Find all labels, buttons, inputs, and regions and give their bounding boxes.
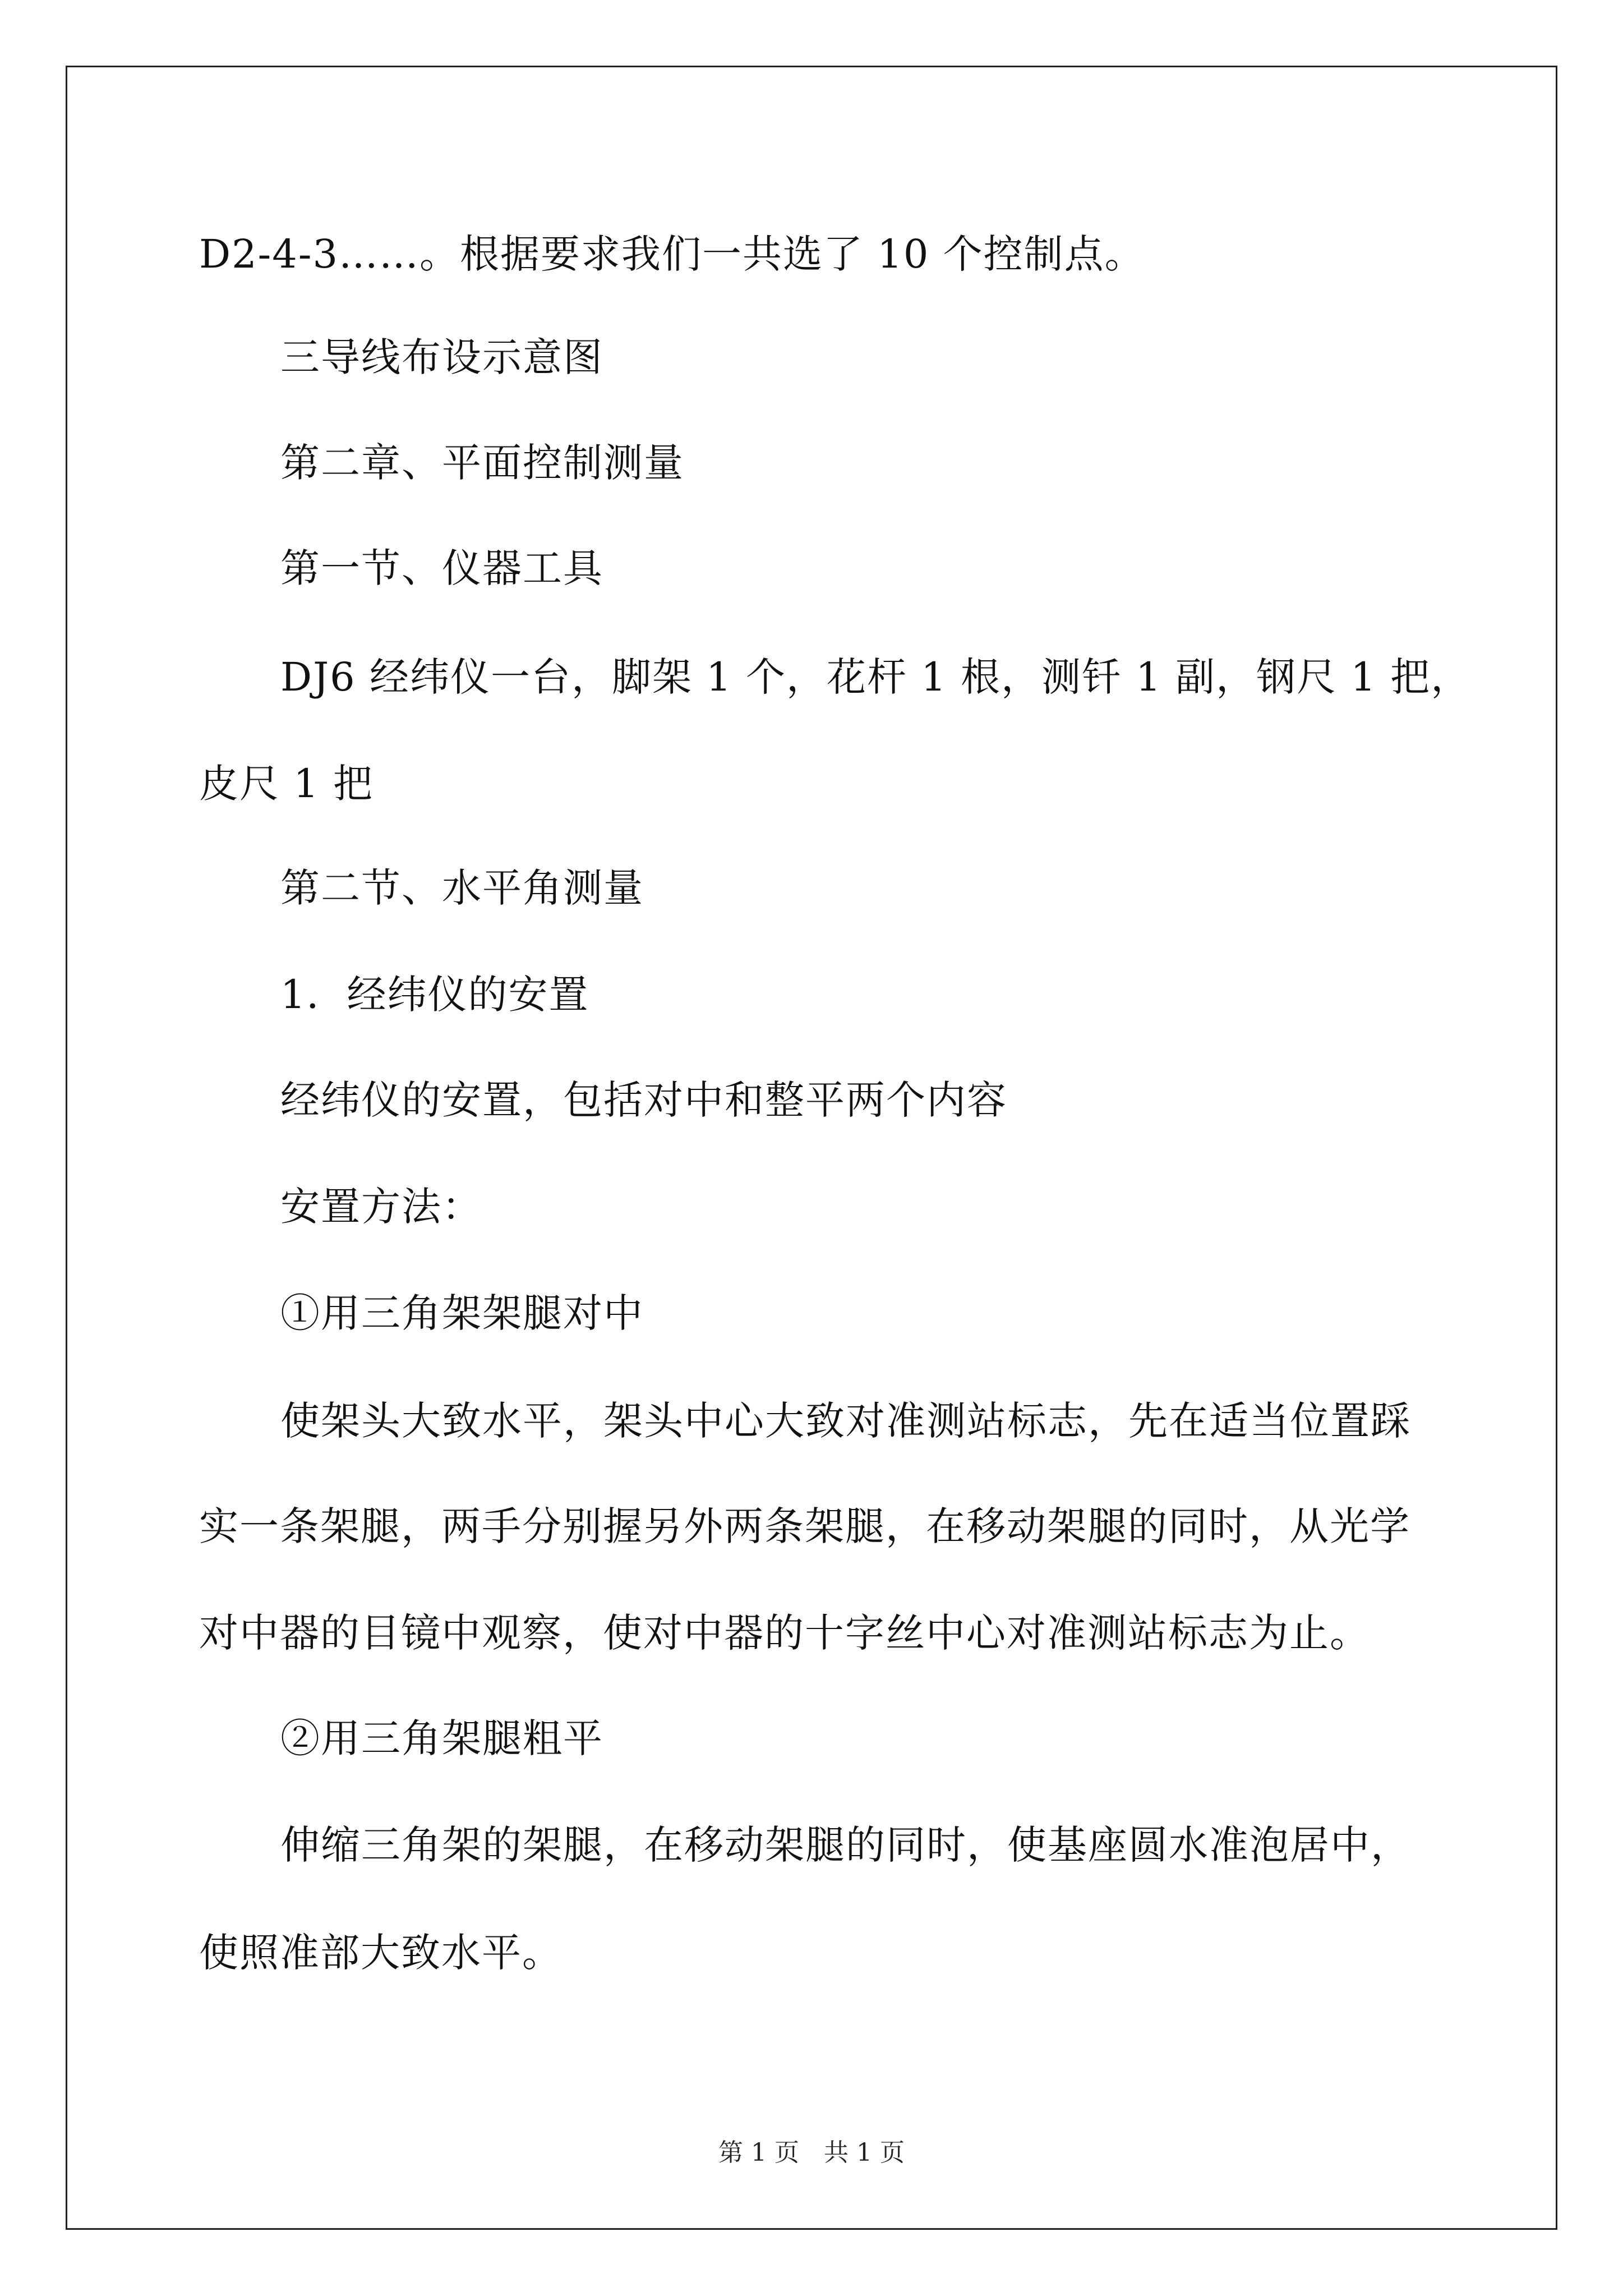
text-line: 第二章、平面控制测量 bbox=[280, 440, 684, 486]
text-line: 伸缩三角架的架腿，在移动架腿的同时，使基座圆水准泡居中， bbox=[280, 1822, 1411, 1868]
text-line: 实一条架腿，两手分别握另外两条架腿，在移动架腿的同时，从光学 bbox=[199, 1503, 1410, 1549]
text-line: 对中器的目镜中观察，使对中器的十字丝中心对准测站标志为止。 bbox=[199, 1610, 1370, 1656]
text-line: 使照准部大致水平。 bbox=[199, 1930, 562, 1976]
text-line: ①用三角架架腿对中 bbox=[280, 1290, 644, 1336]
text-line: 皮尺 1 把 bbox=[199, 761, 374, 807]
page-border bbox=[66, 66, 1557, 2230]
text-line: ②用三角架腿粗平 bbox=[280, 1715, 603, 1761]
text-line: D2-4-3……。根据要求我们一共选了 10 个控制点。 bbox=[199, 231, 1145, 277]
text-line: 三导线布设示意图 bbox=[280, 334, 603, 380]
text-line: DJ6 经纬仪一台，脚架 1 个，花杆 1 根，测钎 1 副，钢尺 1 把， bbox=[280, 654, 1472, 700]
text-line: 安置方法： bbox=[280, 1184, 482, 1230]
text-line: 1．经纬仪的安置 bbox=[280, 972, 589, 1018]
text-line: 第二节、水平角测量 bbox=[280, 865, 644, 911]
text-line: 使架头大致水平，架头中心大致对准测站标志，先在适当位置踩 bbox=[280, 1398, 1411, 1444]
text-line: 经纬仪的安置，包括对中和整平两个内容 bbox=[280, 1077, 1007, 1123]
page-number-footer: 第 1 页 共 1 页 bbox=[718, 2138, 905, 2167]
text-line: 第一节、仪器工具 bbox=[280, 545, 603, 591]
